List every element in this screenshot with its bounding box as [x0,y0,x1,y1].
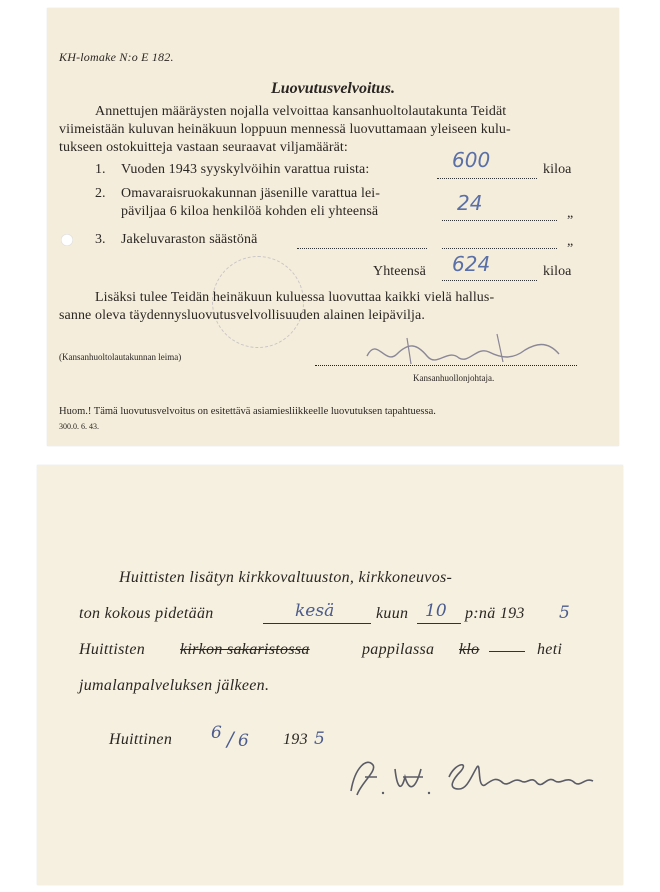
intro-line-1: Annettujen määräysten nojalla velvoittaa kansanhuoltolautakunta Teidät [95,104,507,119]
card-title: Luovutusvelvoitus. [270,80,395,97]
item-3-number: 3. [95,232,106,247]
meeting-line-1: Huittisten lisätyn kirkkovaltuuston, kirkkoneuvos- [119,569,453,586]
meeting-line-4: jumalanpalveluksen jälkeen. [79,677,270,694]
meeting-line-2-start: ton kokous pidetään [79,605,214,622]
total-dotted-line [442,280,537,281]
item-2-dotted-line [442,220,557,221]
obligation-card [47,8,619,446]
signer-label: Kansanhuollonjohtaja. [413,373,495,383]
meeting-line-2-date-prefix: p:nä 193 [465,605,525,622]
meeting-line-2-kuun: kuun [376,605,409,622]
punch-hole [61,234,73,246]
item-2-text: päviljaa 6 kiloa henkilöä kohden eli yhteensä [121,204,379,219]
item-3-dotted-line [442,248,557,249]
signature-scribble [347,326,577,372]
struck-location: kirkon sakaristossa [180,641,310,658]
place-name: Huittinen [109,731,173,748]
form-id: KH-lomake N:o E 182. [59,50,174,64]
item-1-unit: kiloa [543,162,572,177]
struck-klo: klo [459,641,480,658]
item-1-dotted-line [437,178,537,179]
handwritten-day: 10 [425,601,447,621]
item-2-number: 2. [95,186,106,201]
day-underline [417,623,461,624]
meeting-line-3-end: heti [537,641,563,658]
item-3-leader-dots [297,248,427,249]
extra-line-2: sanne oleva täydennysluovutusvelvollisuuden alainen leipävilja. [59,308,425,323]
item-1-number: 1. [95,162,106,177]
total-unit: kiloa [543,264,572,279]
item-2-value: 24 [457,191,483,215]
intro-line-3: tukseen ostokuitteja vastaan seuraavat viljamäärät: [59,140,348,155]
meeting-card [37,465,623,885]
meeting-line-3-start: Huittisten [79,641,146,658]
handwritten-year-digit: 5 [559,603,570,623]
stamp-label: (Kansanhuoltolautakunnan leima) [59,352,182,362]
total-value: 624 [452,252,491,276]
item-2-unit: „ [567,206,574,221]
date-separator: / [227,727,234,751]
date-year-suffix: 5 [314,729,325,749]
intro-line-2: viimeistään kuluvan heinäkuun loppuun mennessä luovuttamaan yleiseen kulu- [59,122,511,137]
item-3-text: Jakeluvaraston säästönä [121,232,258,247]
month-underline [263,623,371,624]
klo-strike-line [489,651,525,652]
item-1-text: Vuoden 1943 syyskylvöihin varattua ruista: [121,162,370,177]
total-label: Yhteensä [373,264,426,279]
handwritten-signature [337,747,607,807]
extra-line-1: Lisäksi tulee Teidän heinäkuun kuluessa luovuttaa kaikki vielä hallus- [95,290,495,305]
meeting-place: pappilassa [362,641,435,658]
item-1-value: 600 [452,148,491,172]
handwritten-month: kesä [295,601,335,621]
item-3-unit: „ [567,234,574,249]
date-month: 6 [238,731,249,751]
item-2-text-line-1: Omavaraisruokakunnan jäsenille varattua lei- [121,186,381,201]
date-day: 6 [211,723,222,743]
date-year-prefix: 193 [283,731,308,748]
footer-note: Huom.! Tämä luovutusvelvoitus on esitettävä asiamiesliikkeelle luovutuksen tapahtuessa. [59,406,436,417]
print-code: 300.0. 6. 43. [59,422,99,431]
